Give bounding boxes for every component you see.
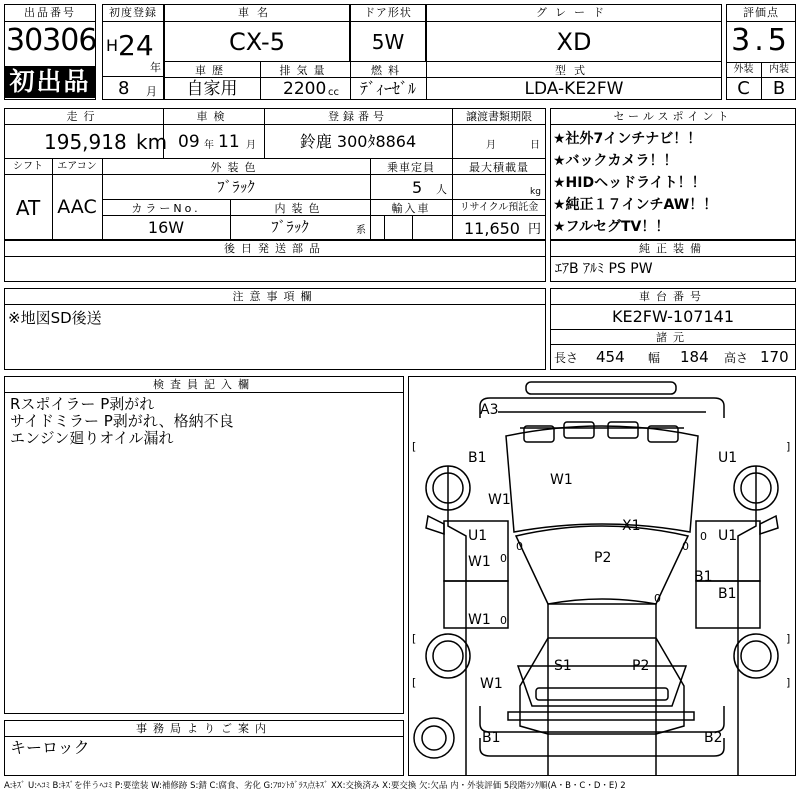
model-header: 車名 [238, 6, 276, 19]
dimensions-header: 諸元 [656, 331, 690, 344]
color-number-header: カラーNo. [131, 202, 201, 215]
interior-color: ﾌﾞﾗｯｸ [271, 218, 309, 236]
mark-W1-fender: W1 [488, 492, 511, 508]
mark-W1-left-door: W1 [468, 554, 491, 570]
sales-point-3: ★HIDヘッドライト！！ [553, 175, 706, 191]
mark-B1-bumper-left: B1 [482, 730, 501, 746]
transfer-deadline-header: 譲渡書類期限 [466, 110, 532, 123]
mark-B1-right-door: B1 [694, 569, 713, 585]
shift-header: シフト [13, 161, 43, 172]
inspector-header: 検査員記入欄 [153, 378, 255, 391]
exterior-header: 外装 [733, 64, 754, 75]
svg-text:0: 0 [700, 530, 707, 543]
later-parts-header: 後日発送部品 [224, 242, 326, 255]
svg-text:[: [ [412, 676, 417, 689]
mileage-header: 走行 [66, 110, 101, 123]
evaluation-score: 3.5 [731, 23, 791, 58]
registration-month: 8 [118, 78, 130, 99]
fuel-type: ﾃﾞｨｰｾﾞﾙ [359, 79, 416, 98]
mark-S1: S1 [554, 658, 572, 674]
lot-number: 30306 [6, 23, 97, 58]
sales-point-5: ★フルセグTV！！ [553, 219, 670, 235]
door-shape: 5W [371, 30, 405, 54]
mileage-unit: km [136, 130, 168, 154]
equipment-list: ｴｱB ｱﾙﾐ PS PW [555, 261, 653, 277]
exterior-color-header: 外装色 [210, 161, 262, 174]
displacement-header: 排気量 [279, 64, 331, 77]
svg-text:0: 0 [516, 540, 523, 553]
capacity-header: 乗車定員 [387, 161, 435, 174]
first-listing-badge: 初出品 [5, 66, 95, 98]
displacement-unit: cc [328, 87, 339, 98]
car-damage-diagram [408, 376, 796, 776]
max-load-header: 最大積載量 [469, 161, 529, 174]
registration-plate: 鈴鹿 300ﾀ8864 [299, 132, 417, 151]
mark-A3: A3 [480, 402, 499, 418]
recycle-header: リサイクル預託金 [459, 202, 539, 213]
svg-text:0: 0 [654, 592, 661, 605]
model-type-header: 型式 [555, 64, 593, 77]
first-registration-header: 初度登録 [109, 6, 157, 19]
svg-text:[: [ [412, 632, 417, 645]
legend: A:ｷｽﾞ U:ﾍｺﾐ B:ｷｽﾞを伴うﾍｺﾐ P:要塗装 W:補修跡 S:錆 C:腐食、劣化 G:ﾌﾛﾝﾄｶﾞﾗｽ点ｷｽﾞ XX:交換済み X:要交換 欠:欠品 内・外装評価 5段階ﾗﾝｸ順(A・B・C・D・E) 2 [4, 781, 626, 791]
notes-header: 注意事項欄 [232, 290, 318, 303]
mark-U1-right-door: U1 [718, 528, 738, 544]
interior-header: 内装 [769, 64, 789, 75]
exterior-color: ﾌﾞﾗｯｸ [217, 178, 255, 196]
width-value: 184 [680, 348, 709, 366]
sales-point-1: ★社外7インチナビ！！ [553, 131, 702, 147]
mark-W1-left-rear: W1 [468, 612, 491, 628]
usage-history: 自家用 [186, 79, 238, 99]
shift-type: AT [15, 196, 41, 220]
height-label: 高さ [724, 351, 749, 365]
capacity-unit: 人 [436, 183, 447, 196]
length-label: 長さ [554, 351, 579, 365]
mark-B1-front-left: B1 [468, 450, 487, 466]
mark-W1-hood: W1 [550, 472, 573, 488]
inspection-header: 車検 [196, 110, 231, 123]
era: H [106, 36, 119, 55]
month-unit: 月 [146, 85, 157, 98]
sales-point-2: ★バックカメラ！！ [553, 153, 678, 169]
mark-P2-tailgate: P2 [632, 658, 650, 674]
svg-text:0: 0 [500, 552, 507, 565]
model-type-code: LDA-KE2FW [524, 79, 624, 99]
score-header: 評価点 [743, 6, 779, 19]
color-number: 16W [147, 218, 185, 237]
svg-text:0: 0 [500, 614, 507, 627]
inspection-month: 11 [218, 132, 240, 152]
mark-U1-front-right: U1 [718, 450, 738, 466]
inspection-year-unit: 年 [204, 140, 214, 151]
inspection-year: 09 [178, 132, 200, 152]
interior-color-unit: 系 [356, 225, 366, 236]
mark-U1-left-door: U1 [468, 528, 488, 544]
interior-grade: B [772, 78, 786, 99]
lot-number-header: 出品番号 [24, 6, 76, 19]
history-header: 車歴 [195, 64, 229, 77]
mark-P2-roof: P2 [594, 550, 612, 566]
ac-type: AAC [57, 196, 97, 218]
inspection-month-unit: 月 [246, 140, 256, 151]
svg-text:[: [ [412, 440, 417, 453]
year-unit: 年 [150, 61, 161, 74]
ac-header: エアコン [57, 161, 97, 172]
length-value: 454 [596, 348, 625, 366]
svg-text:0: 0 [682, 540, 689, 553]
interior-color-header: 内装色 [274, 202, 326, 215]
sales-points-header: セールスポイント [613, 110, 733, 123]
plate-header: 登録番号 [328, 110, 388, 123]
exterior-grade: C [737, 78, 750, 99]
load-unit: kg [530, 187, 541, 197]
mark-B2-bumper-right: B2 [704, 730, 723, 746]
mark-B1-right-rear: B1 [718, 586, 737, 602]
width-label: 幅 [648, 351, 661, 365]
grade-header: グレード [536, 6, 612, 19]
chassis-header: 車台番号 [639, 290, 707, 303]
sales-point-4: ★純正１７インチAW！！ [553, 197, 718, 213]
mileage: 195,918 [44, 130, 127, 154]
chassis-number: KE2FW-107141 [611, 307, 734, 326]
grade: XD [556, 28, 592, 56]
notes-text: ※地図SD後送 [8, 309, 102, 327]
recycle-unit: 円 [528, 222, 542, 237]
height-value: 170 [760, 348, 789, 366]
equipment-header: 純正装備 [639, 242, 707, 255]
transfer-month-unit: 月 [486, 140, 496, 151]
displacement: 2200 [283, 79, 327, 99]
import-header: 輸入車 [391, 202, 431, 215]
office-header: 事務局よりご案内 [136, 722, 272, 735]
inspector-line-1: Rスポイラー P剥がれ [10, 395, 155, 413]
svg-text:]: ] [786, 440, 791, 453]
model-name: CX-5 [229, 28, 285, 56]
office-text: キーロック [10, 738, 90, 757]
inspector-line-3: エンジン廻りオイル漏れ [10, 429, 174, 447]
recycle-fee: 11,650 [464, 219, 520, 238]
transfer-day-unit: 日 [530, 140, 540, 151]
capacity: 5 [412, 178, 423, 197]
svg-text:]: ] [786, 676, 791, 689]
inspector-line-2: サイドミラー P剥がれ、格納不良 [10, 412, 234, 430]
door-header: ドア形状 [364, 6, 412, 19]
mark-W1-rear: W1 [480, 676, 503, 692]
svg-text:]: ] [786, 632, 791, 645]
registration-year: 24 [118, 29, 154, 62]
fuel-header: 燃料 [371, 64, 405, 77]
mark-X1: X1 [622, 518, 641, 534]
